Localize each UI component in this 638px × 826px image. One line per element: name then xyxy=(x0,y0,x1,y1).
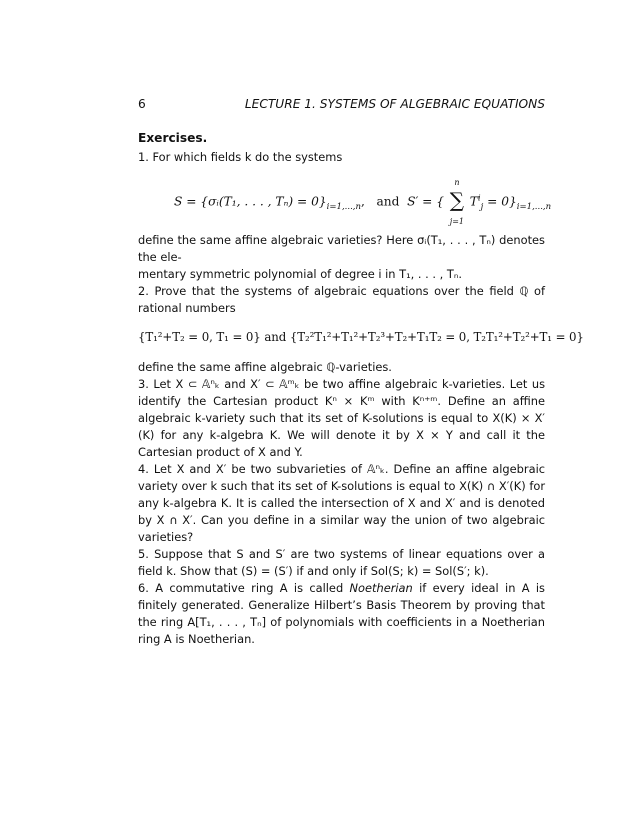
exercises-section xyxy=(138,130,584,648)
eq-and: and xyxy=(376,194,400,209)
exercise-3-text: 3. Let X ⊂ 𝔸ⁿₖ and X′ ⊂ 𝔸ᵐₖ be two affine algebraic k-varieties. Let us identify the Cartesian product Kⁿ × Kᵐ with Kⁿ⁺ᵐ. Define an affine algebraic k-variety such that its set of K-solutions is equal to X(K) × X′(K) for any k-algebra K. We will denote it by X × Y and call it the Cartesian product of X and Y. xyxy=(138,377,545,459)
exercise-2-display-equation: {T₁²+T₂ = 0, T₁ = 0} and {T₂²T₁²+T₁²+T₂³+T₂+T₁T₂ = 0, T₂T₁²+T₂²+T₁ = 0} xyxy=(138,330,584,344)
exercise-5-text: 5. Suppose that S and S′ are two systems of linear equations over a field k. Show that (S) = (S′) if and only if Sol(S; k) = Sol(S′; k). xyxy=(138,547,545,578)
eq-left: S = {σᵢ(T₁, . . . , Tₙ) = 0} xyxy=(174,194,327,209)
exercise-1-intro: 1. For which fields k do the systems xyxy=(138,150,343,164)
summation-symbol: n ∑ j=1 xyxy=(448,192,466,212)
sum-lower-limit: j=1 xyxy=(449,217,465,226)
exercise-6-text xyxy=(138,580,545,648)
exercise-6-emphasis: Noetherian xyxy=(349,581,413,595)
eq-right-term-sup: i xyxy=(477,193,481,204)
exercises-heading: Exercises. xyxy=(138,131,208,145)
page-number: 6 xyxy=(138,97,146,111)
eq-right-prefix: S′ = { xyxy=(407,194,445,209)
exercise-1-line-2: mentary symmetric polynomial of degree i in T₁, . . . , Tₙ. xyxy=(138,267,462,281)
eq-right-sub: i=1,...,n xyxy=(516,201,552,212)
running-header xyxy=(138,96,545,112)
exercise-2-text: 2. Prove that the systems of algebraic equations over the field ℚ of rational numbers xyxy=(138,284,545,315)
sum-upper-limit: n xyxy=(454,178,460,187)
exercise-6-before: 6. A commutative ring A is called xyxy=(138,581,350,595)
exercise-1-display-equation: S = {σᵢ(T₁, . . . , $T_n) = 0\}_{i=1,...,n}$, and S′ = { n ∑ j=1 $T^i_j = 0\}_{i=1,...,n}$ xyxy=(138,170,545,228)
exercise-2-after: define the same affine algebraic ℚ-varieties. xyxy=(138,360,392,374)
exercise-1-line-1: define the same affine algebraic varieties? Here σᵢ(T₁, . . . , Tₙ) denotes the ele- xyxy=(138,233,545,264)
eq-right-term-sub: j xyxy=(480,201,484,212)
eq-right-term: T xyxy=(469,194,478,209)
exercise-6-after: if every ideal in A is finitely generated. Generalize Hilbert’s Basis Theorem by proving that the ring A[T₁, . . . , Tₙ] of polynomials with coefficients in a Noetherian ring A is Noetherian. xyxy=(138,581,545,646)
eq-right-suffix: = 0} xyxy=(483,194,517,209)
running-title: LECTURE 1. SYSTEMS OF ALGEBRAIC EQUATIONS xyxy=(244,97,545,111)
eq-left-sub: i=1,...,n xyxy=(326,201,361,212)
exercise-4-text: 4. Let X and X′ be two subvarieties of 𝔸ⁿₖ. Define an affine algebraic variety over k such that its set of K-solutions is equal to X(K) ∩ X′(K) for any k-algebra K. It is called the intersection of X and X′ and is denoted by X ∩ X′. Can you define in a similar way the union of two algebraic varieties? xyxy=(138,462,545,544)
